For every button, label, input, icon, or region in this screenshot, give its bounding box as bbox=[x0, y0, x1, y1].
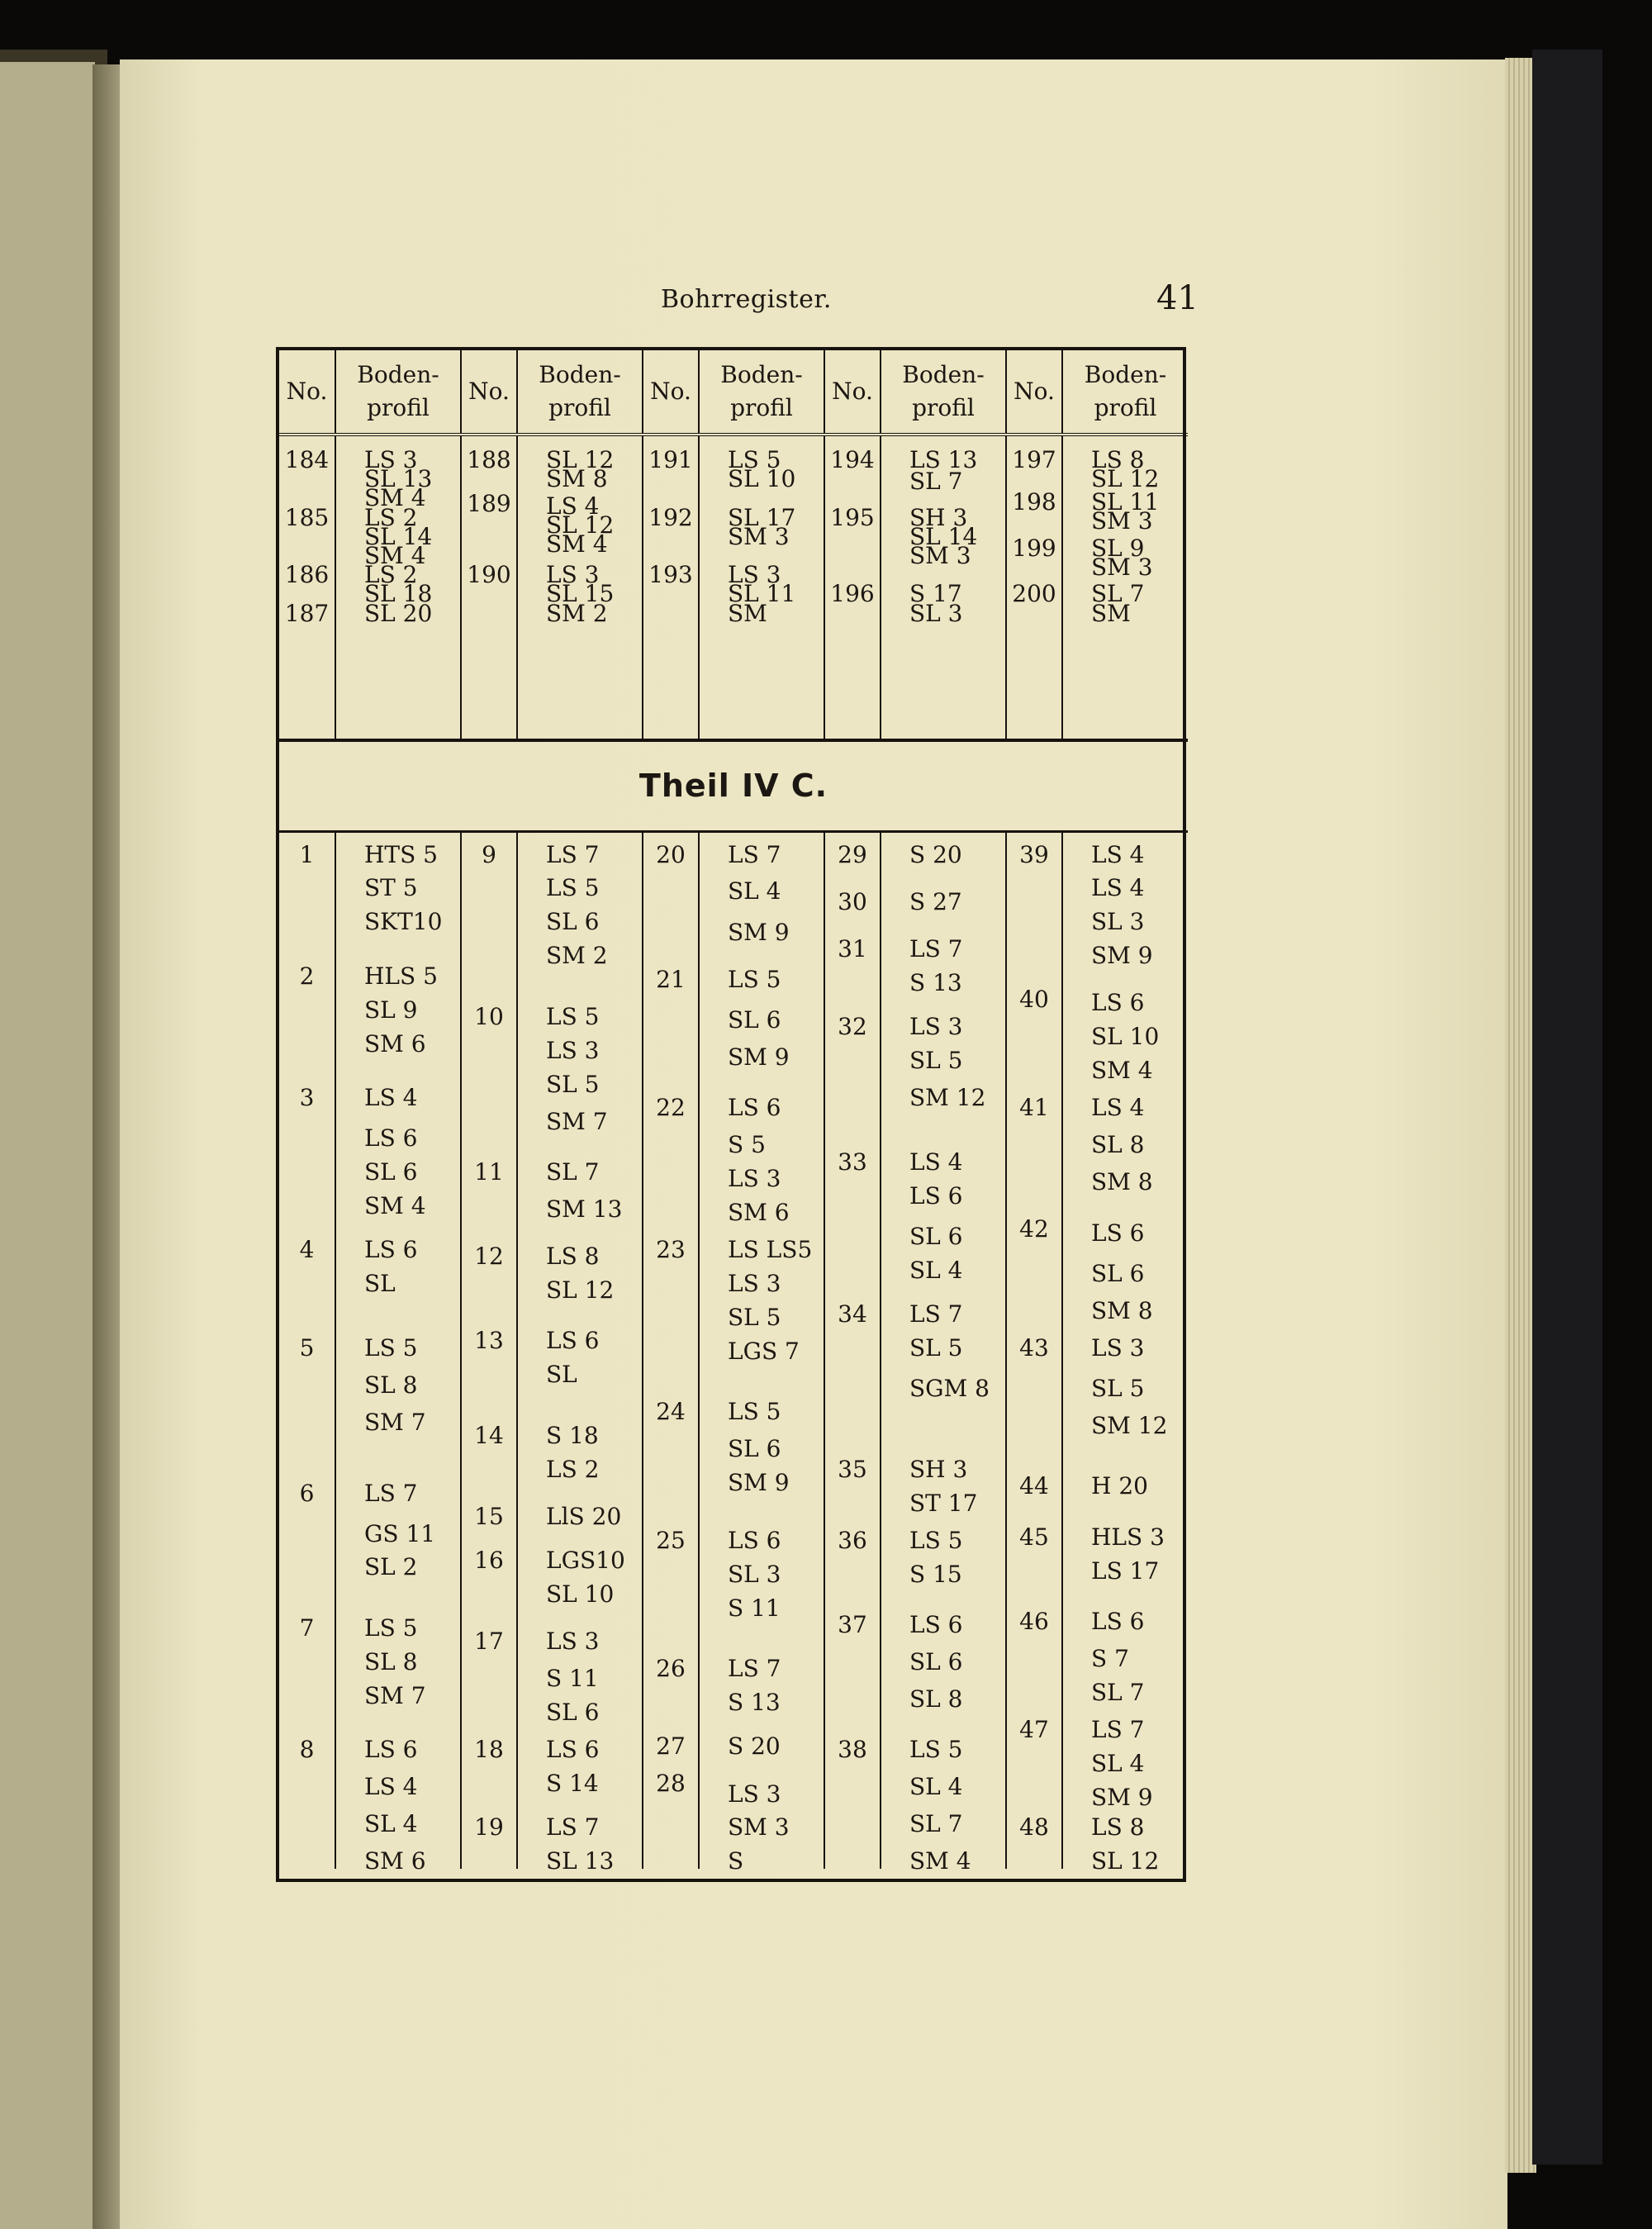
bodenprofil-entry: SM 9 bbox=[728, 1469, 790, 1497]
bodenprofil-entry: SL 7 bbox=[909, 1810, 963, 1838]
bodenprofil-entry: SH 3 bbox=[909, 1455, 968, 1483]
bohrung-number: 36 bbox=[838, 1526, 867, 1554]
bodenprofil-entry: SL 12 bbox=[1091, 465, 1160, 493]
bohrung-number: 2 bbox=[299, 962, 315, 990]
bodenprofil-entry: LS 3 bbox=[364, 446, 418, 473]
bohrung-number: 189 bbox=[467, 490, 511, 518]
bohrung-number: 5 bbox=[299, 1333, 315, 1362]
bohrung-number: 41 bbox=[1019, 1094, 1049, 1122]
bodenprofil-entry: LS 5 bbox=[909, 1736, 963, 1764]
bodenprofil-entry: SM 3 bbox=[1091, 553, 1153, 581]
header-bodenprofil bbox=[881, 350, 1006, 435]
book-cover bbox=[1532, 50, 1602, 2165]
bohrung-number: 185 bbox=[284, 503, 330, 531]
bodenprofil-entry: SM 8 bbox=[1091, 1168, 1153, 1196]
bodenprofil-entry: SM 3 bbox=[1091, 507, 1153, 535]
bodenprofil-entry: LS 6 bbox=[1091, 1607, 1145, 1635]
bodenprofil-entry: SL 3 bbox=[728, 1560, 781, 1588]
bohrung-number: 197 bbox=[1012, 446, 1056, 473]
bodenprofil-entry: SM 12 bbox=[909, 1083, 986, 1111]
bodenprofil-entry: SL 5 bbox=[909, 1046, 963, 1074]
bodenprofil-entry: LS 2 bbox=[546, 1455, 600, 1483]
bodenprofil-entry: LS 4 bbox=[546, 492, 600, 520]
header-bodenprofil bbox=[1062, 350, 1188, 435]
header-bodenprofil bbox=[517, 350, 643, 435]
bodenprofil-entry: LS 6 bbox=[364, 1236, 418, 1264]
bodenprofil-entry: S 18 bbox=[546, 1421, 599, 1449]
bodenprofil-entry: LS 3 bbox=[728, 1269, 781, 1297]
number-column bbox=[824, 831, 881, 1869]
bohrung-number: 9 bbox=[482, 840, 496, 868]
bodenprofil-entry: SL 6 bbox=[909, 1222, 963, 1250]
header-no: No. bbox=[279, 350, 335, 435]
bohrung-number: 29 bbox=[838, 840, 867, 868]
bohrung-number: 194 bbox=[830, 446, 875, 473]
bodenprofil-entry: SL 4 bbox=[909, 1773, 963, 1801]
header-bodenprofil bbox=[335, 350, 461, 435]
bohrung-number: 22 bbox=[656, 1094, 686, 1122]
bohrung-number: 32 bbox=[838, 1013, 867, 1041]
bodenprofil-entry: SL 6 bbox=[546, 1699, 600, 1727]
bodenprofil-entry: LS 7 bbox=[546, 840, 600, 868]
bodenprofil-column bbox=[699, 831, 824, 1875]
bodenprofil-entry: LS 6 bbox=[1091, 989, 1145, 1017]
bohrung-number: 25 bbox=[656, 1526, 686, 1554]
bohrung-number: 37 bbox=[838, 1611, 867, 1639]
bodenprofil-entry: S 17 bbox=[909, 580, 962, 608]
bohrung-number: 13 bbox=[474, 1327, 504, 1355]
bohrung-number: 46 bbox=[1019, 1607, 1049, 1635]
bohrung-number: 16 bbox=[474, 1547, 504, 1575]
number-column bbox=[461, 435, 517, 740]
bohrung-number: 192 bbox=[648, 503, 693, 531]
bodenprofil-entry: SL 8 bbox=[364, 1371, 418, 1399]
bodenprofil-entry: LS 7 bbox=[728, 840, 781, 868]
bohrung-number: 190 bbox=[467, 561, 511, 589]
bodenprofil-entry: SM 4 bbox=[909, 1847, 971, 1875]
bodenprofil-entry: SM 9 bbox=[728, 918, 790, 946]
bodenprofil-entry: LGS 7 bbox=[728, 1337, 800, 1365]
header-bodenprofil bbox=[699, 350, 824, 435]
number-column bbox=[461, 831, 517, 1869]
bodenprofil-entry: SM 13 bbox=[546, 1195, 623, 1223]
bodenprofil-entry: LS 4 bbox=[1091, 1094, 1145, 1122]
bohrung-number: 10 bbox=[474, 1002, 504, 1030]
bohrung-number: 21 bbox=[656, 965, 686, 993]
bodenprofil-column bbox=[335, 435, 461, 740]
group-row bbox=[279, 831, 1188, 1869]
bohrung-number: 193 bbox=[648, 561, 693, 589]
bodenprofil-entry: SL 12 bbox=[1091, 1847, 1160, 1875]
bohrung-number: 47 bbox=[1019, 1715, 1049, 1743]
header-bodenprofil-line1: Boden- bbox=[902, 361, 985, 388]
running-title: Bohrregister. bbox=[661, 285, 832, 314]
bohrung-number: 191 bbox=[648, 446, 693, 473]
bodenprofil-entry: SL 6 bbox=[728, 1435, 781, 1463]
bodenprofil-entry: SM 9 bbox=[1091, 1783, 1153, 1811]
bodenprofil-entry: LS 7 bbox=[364, 1479, 418, 1507]
bodenprofil-entry: SM 6 bbox=[364, 1029, 426, 1057]
bohrung-number: 28 bbox=[656, 1770, 686, 1798]
bohrung-number: 20 bbox=[656, 840, 686, 868]
bodenprofil-entry: S 13 bbox=[728, 1689, 781, 1717]
bohrung-number: 196 bbox=[830, 580, 875, 608]
bodenprofil-entry: LS 6 bbox=[1091, 1219, 1145, 1247]
bodenprofil-column bbox=[881, 831, 1006, 1875]
bodenprofil-entry: ST 17 bbox=[909, 1489, 978, 1517]
left-page bbox=[0, 62, 95, 2229]
bodenprofil-entry: ST 5 bbox=[364, 874, 418, 902]
bodenprofil-entry: SL 9 bbox=[364, 996, 418, 1024]
bodenprofil-entry: SM 9 bbox=[728, 1043, 790, 1071]
bodenprofil-entry: SL 17 bbox=[728, 503, 796, 531]
number-column bbox=[824, 435, 881, 740]
bohrung-number: 39 bbox=[1019, 840, 1049, 868]
bodenprofil-entry: LS 4 bbox=[1091, 840, 1145, 868]
bodenprofil-entry: SM 3 bbox=[728, 1813, 790, 1842]
bohrung-number: 184 bbox=[284, 446, 330, 473]
bodenprofil-entry: SL 11 bbox=[728, 580, 796, 608]
header-no: No. bbox=[643, 350, 699, 435]
bodenprofil-entry: LS 8 bbox=[1091, 446, 1145, 473]
bohrung-number: 23 bbox=[656, 1236, 686, 1264]
bodenprofil-entry: SL 2 bbox=[364, 1553, 418, 1581]
bodenprofil-entry: SM bbox=[728, 599, 767, 627]
bodenprofil-entry: SM 7 bbox=[546, 1107, 608, 1135]
bodenprofil-entry: SL 12 bbox=[546, 446, 615, 473]
header-bodenprofil-line2: profil bbox=[367, 394, 430, 421]
bohrung-number: 19 bbox=[474, 1813, 504, 1842]
bodenprofil-entry: LS 13 bbox=[909, 446, 978, 473]
bodenprofil-entry: SM 8 bbox=[1091, 1296, 1153, 1324]
bodenprofil-entry: SL 6 bbox=[364, 1157, 418, 1186]
bohrung-number: 31 bbox=[838, 935, 867, 963]
bohrung-number: 40 bbox=[1019, 986, 1049, 1014]
bodenprofil-entry: LS 7 bbox=[728, 1655, 781, 1683]
bodenprofil-entry: LS 7 bbox=[546, 1813, 600, 1842]
bodenprofil-entry: SM 2 bbox=[546, 942, 608, 970]
bodenprofil-entry: HTS 5 bbox=[364, 840, 438, 868]
header-bodenprofil-line2: profil bbox=[912, 394, 975, 421]
bodenprofil-entry: LS 2 bbox=[364, 561, 418, 589]
bodenprofil-entry: SM 7 bbox=[364, 1681, 426, 1709]
bodenprofil-entry: LS LS5 bbox=[728, 1236, 813, 1264]
bohrung-number: 7 bbox=[299, 1614, 315, 1642]
bodenprofil-entry: SL 5 bbox=[546, 1070, 600, 1098]
bohrung-number: 42 bbox=[1019, 1215, 1049, 1243]
bohrung-number: 6 bbox=[299, 1479, 315, 1507]
header-no: No. bbox=[824, 350, 881, 435]
bodenprofil-entry: S 5 bbox=[728, 1131, 766, 1159]
bodenprofil-entry: S 7 bbox=[1091, 1644, 1129, 1672]
bodenprofil-entry: SL 6 bbox=[909, 1648, 963, 1675]
header-bodenprofil-line1: Boden- bbox=[720, 361, 803, 388]
bodenprofil-entry: LS 3 bbox=[909, 1013, 963, 1041]
bodenprofil-entry: SM 6 bbox=[364, 1847, 426, 1875]
header-no: No. bbox=[1006, 350, 1062, 435]
bodenprofil-entry: SL 6 bbox=[546, 908, 600, 936]
bodenprofil-entry: HLS 3 bbox=[1091, 1523, 1165, 1551]
number-column bbox=[1006, 435, 1062, 740]
bohrung-number: 14 bbox=[474, 1421, 504, 1449]
bodenprofil-entry: SL 7 bbox=[1091, 1678, 1145, 1706]
bodenprofil-entry: SL 7 bbox=[546, 1157, 600, 1186]
bodenprofil-entry: SM 4 bbox=[364, 1191, 426, 1219]
bodenprofil-column bbox=[699, 435, 824, 740]
bodenprofil-entry: SL 18 bbox=[364, 580, 433, 608]
bodenprofil-entry: S 20 bbox=[728, 1732, 781, 1761]
bodenprofil-entry: SM 7 bbox=[364, 1408, 426, 1436]
bodenprofil-entry: SL 11 bbox=[1091, 488, 1160, 516]
bodenprofil-entry: S bbox=[728, 1847, 744, 1875]
bohrung-number: 27 bbox=[656, 1732, 686, 1761]
bodenprofil-entry: LS 8 bbox=[1091, 1813, 1145, 1842]
bodenprofil-entry: LS 4 bbox=[364, 1083, 418, 1111]
bohrung-number: 26 bbox=[656, 1655, 686, 1683]
bodenprofil-entry: SL 4 bbox=[909, 1256, 963, 1284]
header-bodenprofil-line1: Boden- bbox=[1084, 361, 1167, 388]
bodenprofil-entry: SL 12 bbox=[546, 1276, 615, 1305]
bodenprofil-entry: LS 6 bbox=[909, 1611, 963, 1639]
bohrung-number: 43 bbox=[1019, 1333, 1049, 1362]
bohrung-number: 186 bbox=[284, 561, 330, 589]
bodenprofil-entry: SH 3 bbox=[909, 503, 968, 531]
bohrung-number: 44 bbox=[1019, 1472, 1049, 1500]
bodenprofil-entry: LS 2 bbox=[364, 503, 418, 531]
bodenprofil-entry: SM 8 bbox=[546, 465, 608, 493]
bohrung-number: 33 bbox=[838, 1148, 867, 1176]
bodenprofil-entry: LS 17 bbox=[1091, 1556, 1160, 1585]
bodenprofil-entry: SM 12 bbox=[1091, 1411, 1168, 1439]
bodenprofil-column bbox=[881, 435, 1006, 740]
bodenprofil-entry: SL bbox=[364, 1269, 396, 1297]
bodenprofil-entry: SL 4 bbox=[728, 877, 781, 905]
bohrung-number: 1 bbox=[299, 840, 315, 868]
bohrung-number: 200 bbox=[1012, 580, 1056, 608]
bodenprofil-entry: GS 11 bbox=[364, 1519, 436, 1547]
number-column bbox=[1006, 831, 1062, 1869]
bohrung-number: 188 bbox=[467, 446, 511, 473]
bodenprofil-entry: SL 8 bbox=[909, 1685, 963, 1713]
bodenprofil-entry: LlS 20 bbox=[546, 1503, 622, 1531]
section-row bbox=[279, 740, 1188, 831]
bodenprofil-entry: SL 10 bbox=[546, 1580, 615, 1609]
bohrung-number: 11 bbox=[474, 1157, 504, 1186]
bodenprofil-entry: SL 12 bbox=[546, 511, 615, 539]
table-header-row bbox=[279, 350, 1188, 435]
header-bodenprofil-line1: Boden- bbox=[539, 361, 621, 388]
number-column bbox=[643, 435, 699, 740]
bodenprofil-entry: LS 6 bbox=[909, 1181, 963, 1210]
bodenprofil-column bbox=[335, 831, 461, 1875]
bodenprofil-column bbox=[517, 831, 643, 1875]
bodenprofil-entry: LS 3 bbox=[728, 561, 781, 589]
bodenprofil-entry: SL 4 bbox=[364, 1810, 418, 1838]
bodenprofil-entry: SL 10 bbox=[1091, 1023, 1160, 1051]
bodenprofil-entry: S 27 bbox=[909, 887, 962, 915]
bodenprofil-entry: SL 3 bbox=[1091, 908, 1145, 936]
bodenprofil-entry: LS 5 bbox=[546, 1002, 600, 1030]
bohrung-number: 15 bbox=[474, 1503, 504, 1531]
bohrung-number: 4 bbox=[299, 1236, 315, 1264]
bohrung-number: 187 bbox=[284, 599, 330, 627]
bohrung-number: 30 bbox=[838, 887, 867, 915]
bohrung-number: 38 bbox=[838, 1736, 867, 1764]
bodenprofil-entry: S 11 bbox=[546, 1665, 599, 1693]
bodenprofil-entry: SL 7 bbox=[1091, 580, 1145, 608]
bohrung-number: 48 bbox=[1019, 1813, 1049, 1842]
bohrung-number: 17 bbox=[474, 1628, 504, 1656]
bodenprofil-entry: SM 4 bbox=[1091, 1057, 1153, 1085]
bodenprofil-entry: SL bbox=[546, 1361, 577, 1389]
bodenprofil-entry: SL 9 bbox=[1091, 534, 1145, 562]
bodenprofil-entry: LS 3 bbox=[728, 1165, 781, 1193]
bodenprofil-entry: SM 4 bbox=[364, 542, 426, 569]
bodenprofil-entry: SL 8 bbox=[364, 1648, 418, 1675]
bodenprofil-entry: H 20 bbox=[1091, 1472, 1148, 1500]
group-row bbox=[279, 435, 1188, 740]
bodenprofil-entry: LS 3 bbox=[1091, 1333, 1145, 1362]
bodenprofil-column bbox=[1062, 435, 1188, 740]
bodenprofil-entry: SM 9 bbox=[1091, 942, 1153, 970]
bohrregister-table bbox=[276, 347, 1186, 1882]
bodenprofil-entry: SM 2 bbox=[546, 599, 608, 627]
bodenprofil-entry: SL 15 bbox=[546, 580, 615, 608]
bodenprofil-entry: LS 3 bbox=[546, 1628, 600, 1656]
bodenprofil-entry: SL 13 bbox=[546, 1847, 615, 1875]
header-bodenprofil-line1: Boden- bbox=[357, 361, 439, 388]
header-bodenprofil-line2: profil bbox=[1094, 394, 1157, 421]
bodenprofil-entry: SL 5 bbox=[909, 1333, 963, 1362]
bodenprofil-entry: LS 4 bbox=[364, 1773, 418, 1801]
bohrung-number: 35 bbox=[838, 1455, 867, 1483]
page-number: 41 bbox=[1156, 279, 1199, 317]
bodenprofil-entry: LS 5 bbox=[728, 965, 781, 993]
bodenprofil-entry: LS 3 bbox=[546, 561, 600, 589]
bodenprofil-entry: SL 3 bbox=[909, 599, 963, 627]
bodenprofil-entry: SL 13 bbox=[364, 465, 433, 493]
bodenprofil-entry: SL 5 bbox=[1091, 1374, 1145, 1402]
section-title: Theil IV C. bbox=[279, 740, 1188, 831]
bodenprofil-entry: SM 3 bbox=[909, 542, 971, 569]
bodenprofil-entry: SGM 8 bbox=[909, 1374, 990, 1402]
bodenprofil-entry: LS 5 bbox=[728, 1398, 781, 1426]
bodenprofil-entry: S 13 bbox=[909, 968, 962, 996]
bodenprofil-entry: SL 10 bbox=[728, 465, 796, 493]
bodenprofil-entry: LS 8 bbox=[546, 1243, 600, 1271]
bodenprofil-entry: SM bbox=[1091, 599, 1131, 627]
bodenprofil-entry: LS 5 bbox=[364, 1614, 418, 1642]
bodenprofil-entry: LS 7 bbox=[909, 1300, 963, 1328]
header-bodenprofil-line2: profil bbox=[730, 394, 793, 421]
bohrung-number: 3 bbox=[299, 1083, 315, 1111]
bohrung-number: 8 bbox=[299, 1736, 315, 1764]
bodenprofil-entry: LS 3 bbox=[728, 1780, 781, 1808]
bohrung-number: 195 bbox=[830, 503, 875, 531]
bodenprofil-entry: LGS10 bbox=[546, 1547, 625, 1575]
bohrung-number: 199 bbox=[1012, 534, 1056, 562]
bodenprofil-entry: LS 5 bbox=[546, 874, 600, 902]
bodenprofil-entry: LS 6 bbox=[546, 1736, 600, 1764]
bodenprofil-entry: LS 5 bbox=[364, 1333, 418, 1362]
bodenprofil-entry: LS 3 bbox=[546, 1036, 600, 1064]
bodenprofil-entry: SL 14 bbox=[364, 522, 433, 550]
bodenprofil-entry: S 15 bbox=[909, 1560, 962, 1588]
bodenprofil-entry: LS 6 bbox=[728, 1526, 781, 1554]
bodenprofil-entry: S 20 bbox=[909, 840, 962, 868]
bodenprofil-entry: SL 7 bbox=[909, 467, 963, 495]
bodenprofil-entry: SL 14 bbox=[909, 522, 978, 550]
bohrung-number: 198 bbox=[1012, 488, 1056, 516]
bodenprofil-entry: SL 20 bbox=[364, 599, 433, 627]
bodenprofil-entry: SL 5 bbox=[728, 1303, 781, 1331]
number-column bbox=[279, 435, 335, 740]
bohrung-number: 12 bbox=[474, 1243, 504, 1271]
bodenprofil-column bbox=[517, 435, 643, 740]
number-column bbox=[643, 831, 699, 1869]
bodenprofil-entry: S 11 bbox=[728, 1594, 781, 1622]
bodenprofil-entry: LS 5 bbox=[909, 1526, 963, 1554]
bodenprofil-entry: S 14 bbox=[546, 1770, 599, 1798]
header-bodenprofil-line2: profil bbox=[548, 394, 611, 421]
bodenprofil-entry: SM 3 bbox=[728, 522, 790, 550]
bohrung-number: 24 bbox=[656, 1398, 686, 1426]
number-column bbox=[279, 831, 335, 1869]
bodenprofil-entry: LS 4 bbox=[909, 1148, 963, 1176]
bohrung-number: 45 bbox=[1019, 1523, 1049, 1551]
bodenprofil-entry: LS 6 bbox=[364, 1124, 418, 1153]
bodenprofil-entry: SM 6 bbox=[728, 1199, 790, 1227]
bodenprofil-entry: LS 5 bbox=[728, 446, 781, 473]
bodenprofil-entry: LS 6 bbox=[546, 1327, 600, 1355]
bohrung-number: 18 bbox=[474, 1736, 504, 1764]
bodenprofil-entry: SM 4 bbox=[546, 530, 608, 558]
bodenprofil-entry: SL 6 bbox=[1091, 1259, 1145, 1287]
bodenprofil-entry: LS 7 bbox=[1091, 1715, 1145, 1743]
bodenprofil-entry: SL 4 bbox=[1091, 1749, 1145, 1777]
bodenprofil-entry: SM 4 bbox=[364, 484, 426, 512]
bodenprofil-entry: SKT10 bbox=[364, 908, 443, 936]
bodenprofil-entry: SL 6 bbox=[728, 1005, 781, 1034]
bohrung-number: 34 bbox=[838, 1300, 867, 1328]
bodenprofil-entry: LS 4 bbox=[1091, 874, 1145, 902]
bodenprofil-entry: SL 8 bbox=[1091, 1131, 1145, 1159]
bodenprofil-entry: LS 7 bbox=[909, 935, 963, 963]
bodenprofil-entry: LS 6 bbox=[364, 1736, 418, 1764]
bodenprofil-entry: HLS 5 bbox=[364, 962, 438, 990]
bodenprofil-column bbox=[1062, 831, 1188, 1875]
bodenprofil-entry: LS 6 bbox=[728, 1094, 781, 1122]
header-no: No. bbox=[461, 350, 517, 435]
